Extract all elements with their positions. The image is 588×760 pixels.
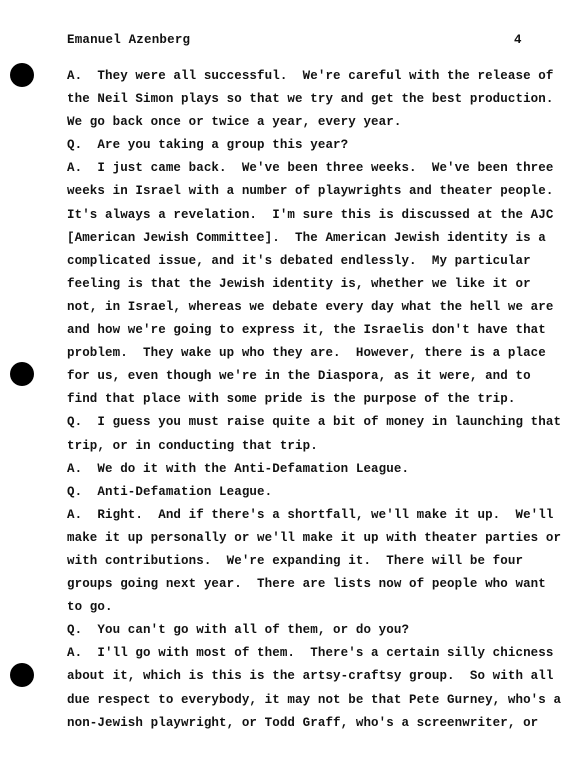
transcript-line: not, in Israel, whereas we debate every day what the hell we are — [67, 299, 554, 314]
transcript-line: trip, or in conducting that trip. — [67, 438, 318, 453]
transcript-line: to go. — [67, 600, 113, 615]
transcript-line: problem. They wake up who they are. However, there is a place — [67, 346, 546, 361]
transcript-line: Q. I guess you must raise quite a bit of money in launching that — [67, 415, 562, 430]
transcript-line: A. I'll go with most of them. There's a certain silly chicness — [67, 646, 554, 661]
transcript-line: non-Jewish playwright, or Todd Graff, who's a screenwriter, or — [67, 715, 539, 730]
transcript-line: It's always a revelation. I'm sure this is discussed at the AJC — [67, 207, 554, 222]
transcript-line: find that place with some pride is the purpose of the trip. — [67, 392, 516, 407]
binder-hole-icon — [10, 362, 34, 386]
transcript-line: A. I just came back. We've been three weeks. We've been three — [67, 161, 554, 176]
binder-hole-icon — [10, 663, 34, 687]
transcript-line: due respect to everybody, it may not be that Pete Gurney, who's a — [67, 692, 562, 707]
transcript-line: the Neil Simon plays so that we try and get the best production. — [67, 92, 554, 107]
transcript-line: complicated issue, and it's debated endlessly. My particular — [67, 253, 531, 268]
transcript-line: Q. Are you taking a group this year? — [67, 138, 349, 153]
header-interviewee-name: Emanuel Azenberg — [67, 33, 191, 47]
transcript-line: We go back once or twice a year, every year. — [67, 115, 402, 130]
transcript-line: Q. You can't go with all of them, or do you? — [67, 623, 410, 638]
binder-hole-icon — [10, 63, 34, 87]
transcript-body — [67, 65, 562, 735]
transcript-line: A. They were all successful. We're careful with the release of — [67, 69, 554, 83]
transcript-line: Q. Anti-Defamation League. — [67, 484, 273, 499]
transcript-line: with contributions. We're expanding it. There will be four — [67, 553, 524, 568]
transcript-line: weeks in Israel with a number of playwrights and theater people. — [67, 184, 554, 199]
transcript-line: A. Right. And if there's a shortfall, we'll make it up. We'll — [67, 507, 554, 522]
transcript-line: A. We do it with the Anti-Defamation League. — [67, 461, 410, 476]
transcript-line: for us, even though we're in the Diaspora, as it were, and to — [67, 369, 531, 384]
transcript-line: feeling is that the Jewish identity is, whether we like it or — [67, 276, 531, 291]
transcript-line: make it up personally or we'll make it up with theater parties or — [67, 530, 562, 545]
transcript-line: [American Jewish Committee]. The American Jewish identity is a — [67, 230, 546, 245]
transcript-line: groups going next year. There are lists now of people who want — [67, 577, 546, 592]
page-number: 4 — [514, 33, 522, 47]
transcript-line: about it, which is this is the artsy-craftsy group. So with all — [67, 669, 554, 684]
transcript-line: and how we're going to express it, the Israelis don't have that — [67, 323, 546, 338]
